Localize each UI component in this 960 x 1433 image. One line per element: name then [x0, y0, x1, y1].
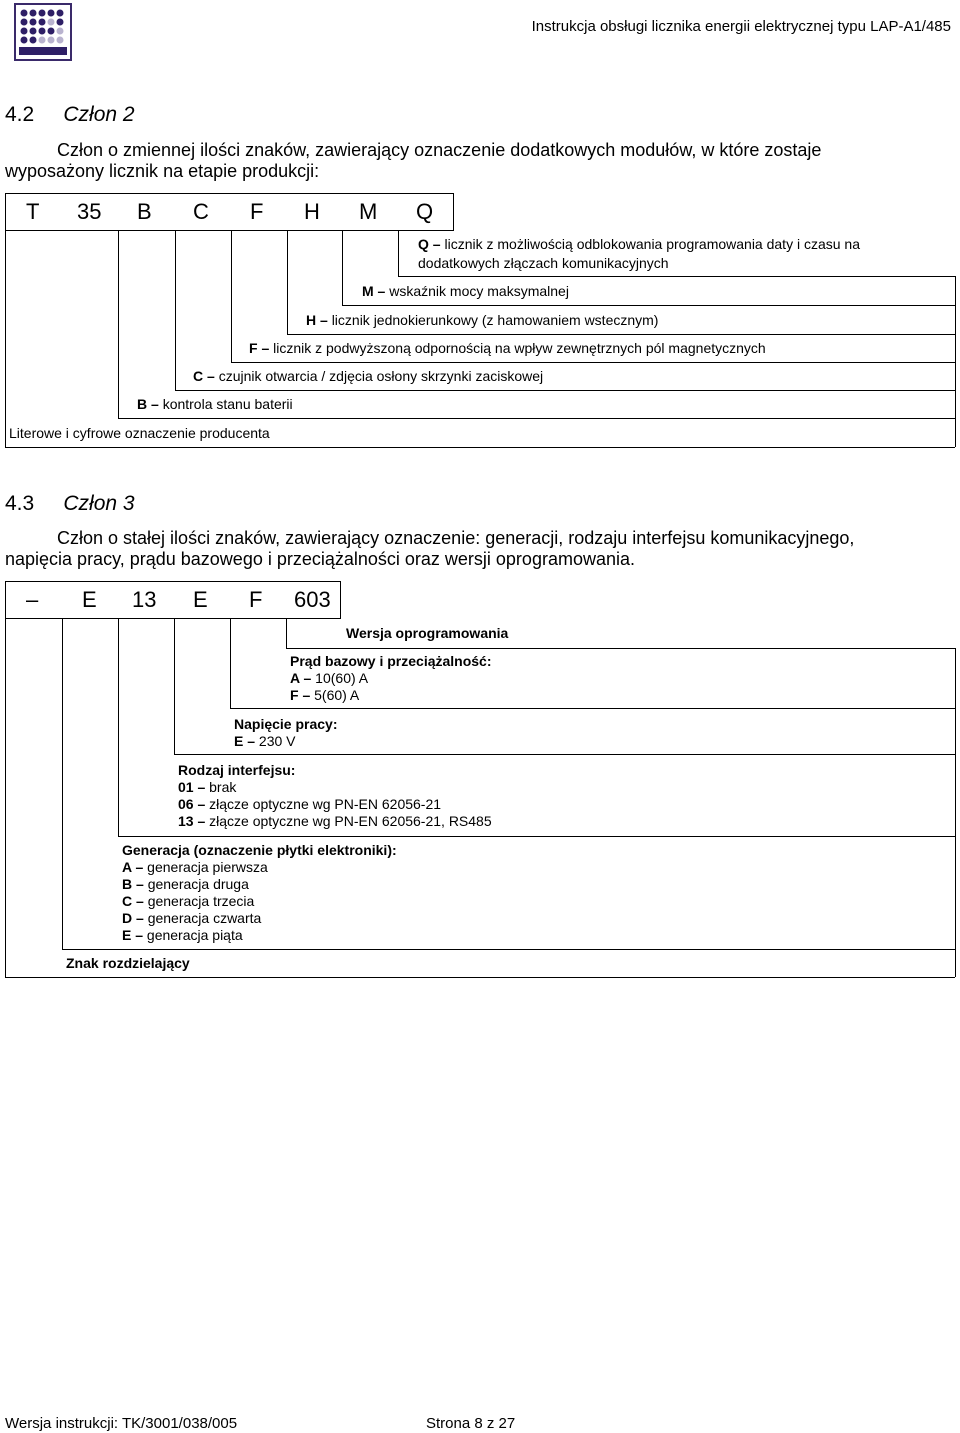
document-title: Instrukcja obsługi licznika energii elektrycznej typu LAP-A1/485: [531, 18, 951, 35]
section-4-2-paragraph-line1: Człon o zmiennej ilości znaków, zawierający oznaczenie dodatkowych modułów, w które zostaje: [57, 140, 822, 160]
label-key: 06 –: [178, 796, 206, 812]
label-f: [249, 340, 766, 357]
diagram-line: [118, 418, 955, 419]
label-iface-13: [178, 813, 492, 830]
label-text: Generacja (oznaczenie płytki elektroniki):: [122, 842, 397, 858]
diagram-line: [342, 305, 955, 306]
label-text: generacja piąta: [146, 927, 243, 943]
diagram-line: [62, 949, 955, 950]
diagram-line: [118, 231, 119, 418]
code-char: M: [359, 199, 378, 224]
code-char: T: [26, 199, 40, 224]
code-char: 35: [77, 199, 102, 224]
diagram-line: [286, 619, 287, 648]
label-key: B –: [137, 396, 159, 412]
label-current-f: [290, 687, 359, 704]
label-gen-c: [122, 893, 254, 910]
code-char: H: [304, 199, 320, 224]
label-current-a: [290, 670, 368, 687]
label-text: Napięcie pracy:: [234, 716, 338, 732]
label-q-line2: dodatkowych złączach komunikacyjnych: [418, 255, 669, 271]
label-text: licznik z podwyższoną odpornością na wpływ zewnętrznych pól magnetycznych: [273, 340, 766, 356]
label-producer: Literowe i cyfrowe oznaczenie producenta: [9, 425, 270, 441]
label-q: [418, 236, 952, 253]
section-4-3-paragraph-line1: Człon o stałej ilości znaków, zawierający oznaczenie: generacji, rodzaju interfejsu komunikacyjnego,: [57, 528, 855, 548]
section-4-2-heading: [5, 103, 135, 127]
label-key: Q –: [418, 236, 441, 252]
label-text: generacja trzecia: [147, 893, 255, 909]
section-number: 4.3: [5, 492, 35, 515]
label-key: B –: [122, 876, 144, 892]
label-text: generacja czwarta: [147, 910, 262, 926]
label-key: F –: [249, 340, 270, 356]
label-key: E –: [234, 733, 256, 749]
diagram-line: [231, 362, 955, 363]
label-text: generacja pierwsza: [147, 859, 268, 875]
code-char: B: [137, 199, 152, 224]
label-text: wskaźnik mocy maksymalnej: [389, 283, 569, 299]
section-4-3-paragraph-line2: napięcia pracy, prądu bazowego i przeciążalności oraz wersji oprogramowania.: [5, 549, 635, 569]
diagram-line: [286, 648, 955, 649]
code-char: Q: [416, 199, 434, 224]
diagram-line: [5, 231, 6, 447]
diagram-line: [175, 231, 176, 391]
section-title: Człon 2: [63, 103, 135, 126]
label-b: [137, 396, 293, 413]
diagram-line: [955, 648, 956, 977]
code-char: –: [26, 587, 39, 612]
label-key: F –: [290, 687, 311, 703]
diagram-line: [287, 334, 955, 335]
label-h: [306, 312, 658, 329]
label-text: kontrola stanu baterii: [162, 396, 293, 412]
label-text: czujnik otwarcia / zdjęcia osłony skrzynki zaciskowej: [218, 368, 544, 384]
label-text: złącze optyczne wg PN-EN 62056-21: [209, 796, 442, 812]
diagram-line: [231, 231, 232, 363]
label-text: 5(60) A: [314, 687, 360, 703]
code-char: F: [250, 199, 264, 224]
label-voltage-title: [234, 716, 338, 733]
label-text: Prąd bazowy i przeciążalność:: [290, 653, 492, 669]
label-current-title: [290, 653, 492, 670]
footer-page-number: Strona 8 z 27: [426, 1415, 516, 1432]
label-text: licznik jednokierunkowy (z hamowaniem wstecznym): [331, 312, 659, 328]
label-iface-title: [178, 762, 295, 779]
section-4-3-heading: [5, 492, 135, 516]
label-iface-06: [178, 796, 441, 813]
diagram-line: [5, 619, 6, 977]
diagram-line: [118, 836, 955, 837]
diagram-line: [174, 619, 175, 754]
diagram-line: [230, 708, 955, 709]
diagram-line: [230, 619, 231, 708]
label-key: 13 –: [178, 813, 206, 829]
code-char: E: [193, 587, 208, 612]
diagram-line: [175, 390, 955, 391]
label-text: Rodzaj interfejsu:: [178, 762, 296, 778]
label-gen-a: [122, 859, 268, 876]
code-char: C: [193, 199, 209, 224]
diagram-line: [287, 231, 288, 334]
label-text: 230 V: [258, 733, 296, 749]
diagram-line: [5, 977, 955, 978]
label-key: A –: [290, 670, 312, 686]
section-number: 4.2: [5, 103, 35, 126]
diagram-line: [342, 231, 343, 305]
diagram-line: [398, 231, 399, 276]
label-key: M –: [362, 283, 386, 299]
code-char: 603: [294, 587, 331, 612]
label-software: [346, 625, 508, 642]
label-key: A –: [122, 859, 144, 875]
diagram-line: [955, 276, 956, 447]
label-gen-d: [122, 910, 261, 927]
footer-version: Wersja instrukcji: TK/3001/038/005: [5, 1415, 238, 1432]
section-4-2-paragraph-line2: wyposażony licznik na etapie produkcji:: [5, 161, 320, 181]
diagram-line: [174, 754, 955, 755]
member2-code-box: [5, 193, 454, 231]
label-key: 01 –: [178, 779, 206, 795]
diagram-line: [62, 619, 63, 949]
label-text: Wersja oprogramowania: [346, 625, 509, 641]
diagram-line: [398, 276, 955, 277]
diagram-line: [5, 447, 955, 448]
label-text: 10(60) A: [315, 670, 369, 686]
diagram-line: [118, 619, 119, 836]
label-text: złącze optyczne wg PN-EN 62056-21, RS485: [209, 813, 492, 829]
label-key: E –: [122, 927, 144, 943]
company-logo: [14, 3, 72, 61]
label-iface-01: [178, 779, 236, 796]
label-key: C –: [193, 368, 215, 384]
label-key: H –: [306, 312, 328, 328]
member3-code-box: [5, 581, 341, 619]
code-char: 13: [132, 587, 157, 612]
label-gen-title: [122, 842, 397, 859]
label-key: C –: [122, 893, 144, 909]
label-gen-b: [122, 876, 249, 893]
label-text: brak: [209, 779, 237, 795]
logo-dots-icon: [16, 5, 70, 59]
label-m: [362, 283, 569, 300]
label-gen-e: [122, 927, 243, 944]
label-text: generacja druga: [147, 876, 249, 892]
label-key: D –: [122, 910, 144, 926]
label-voltage-e: [234, 733, 296, 750]
code-char: F: [249, 587, 263, 612]
label-c: [193, 368, 543, 385]
label-separator: [66, 955, 190, 972]
label-text: Znak rozdzielający: [66, 955, 190, 971]
label-text: licznik z możliwością odblokowania programowania daty i czasu na: [444, 236, 860, 252]
code-char: E: [82, 587, 97, 612]
section-title: Człon 3: [63, 492, 135, 515]
